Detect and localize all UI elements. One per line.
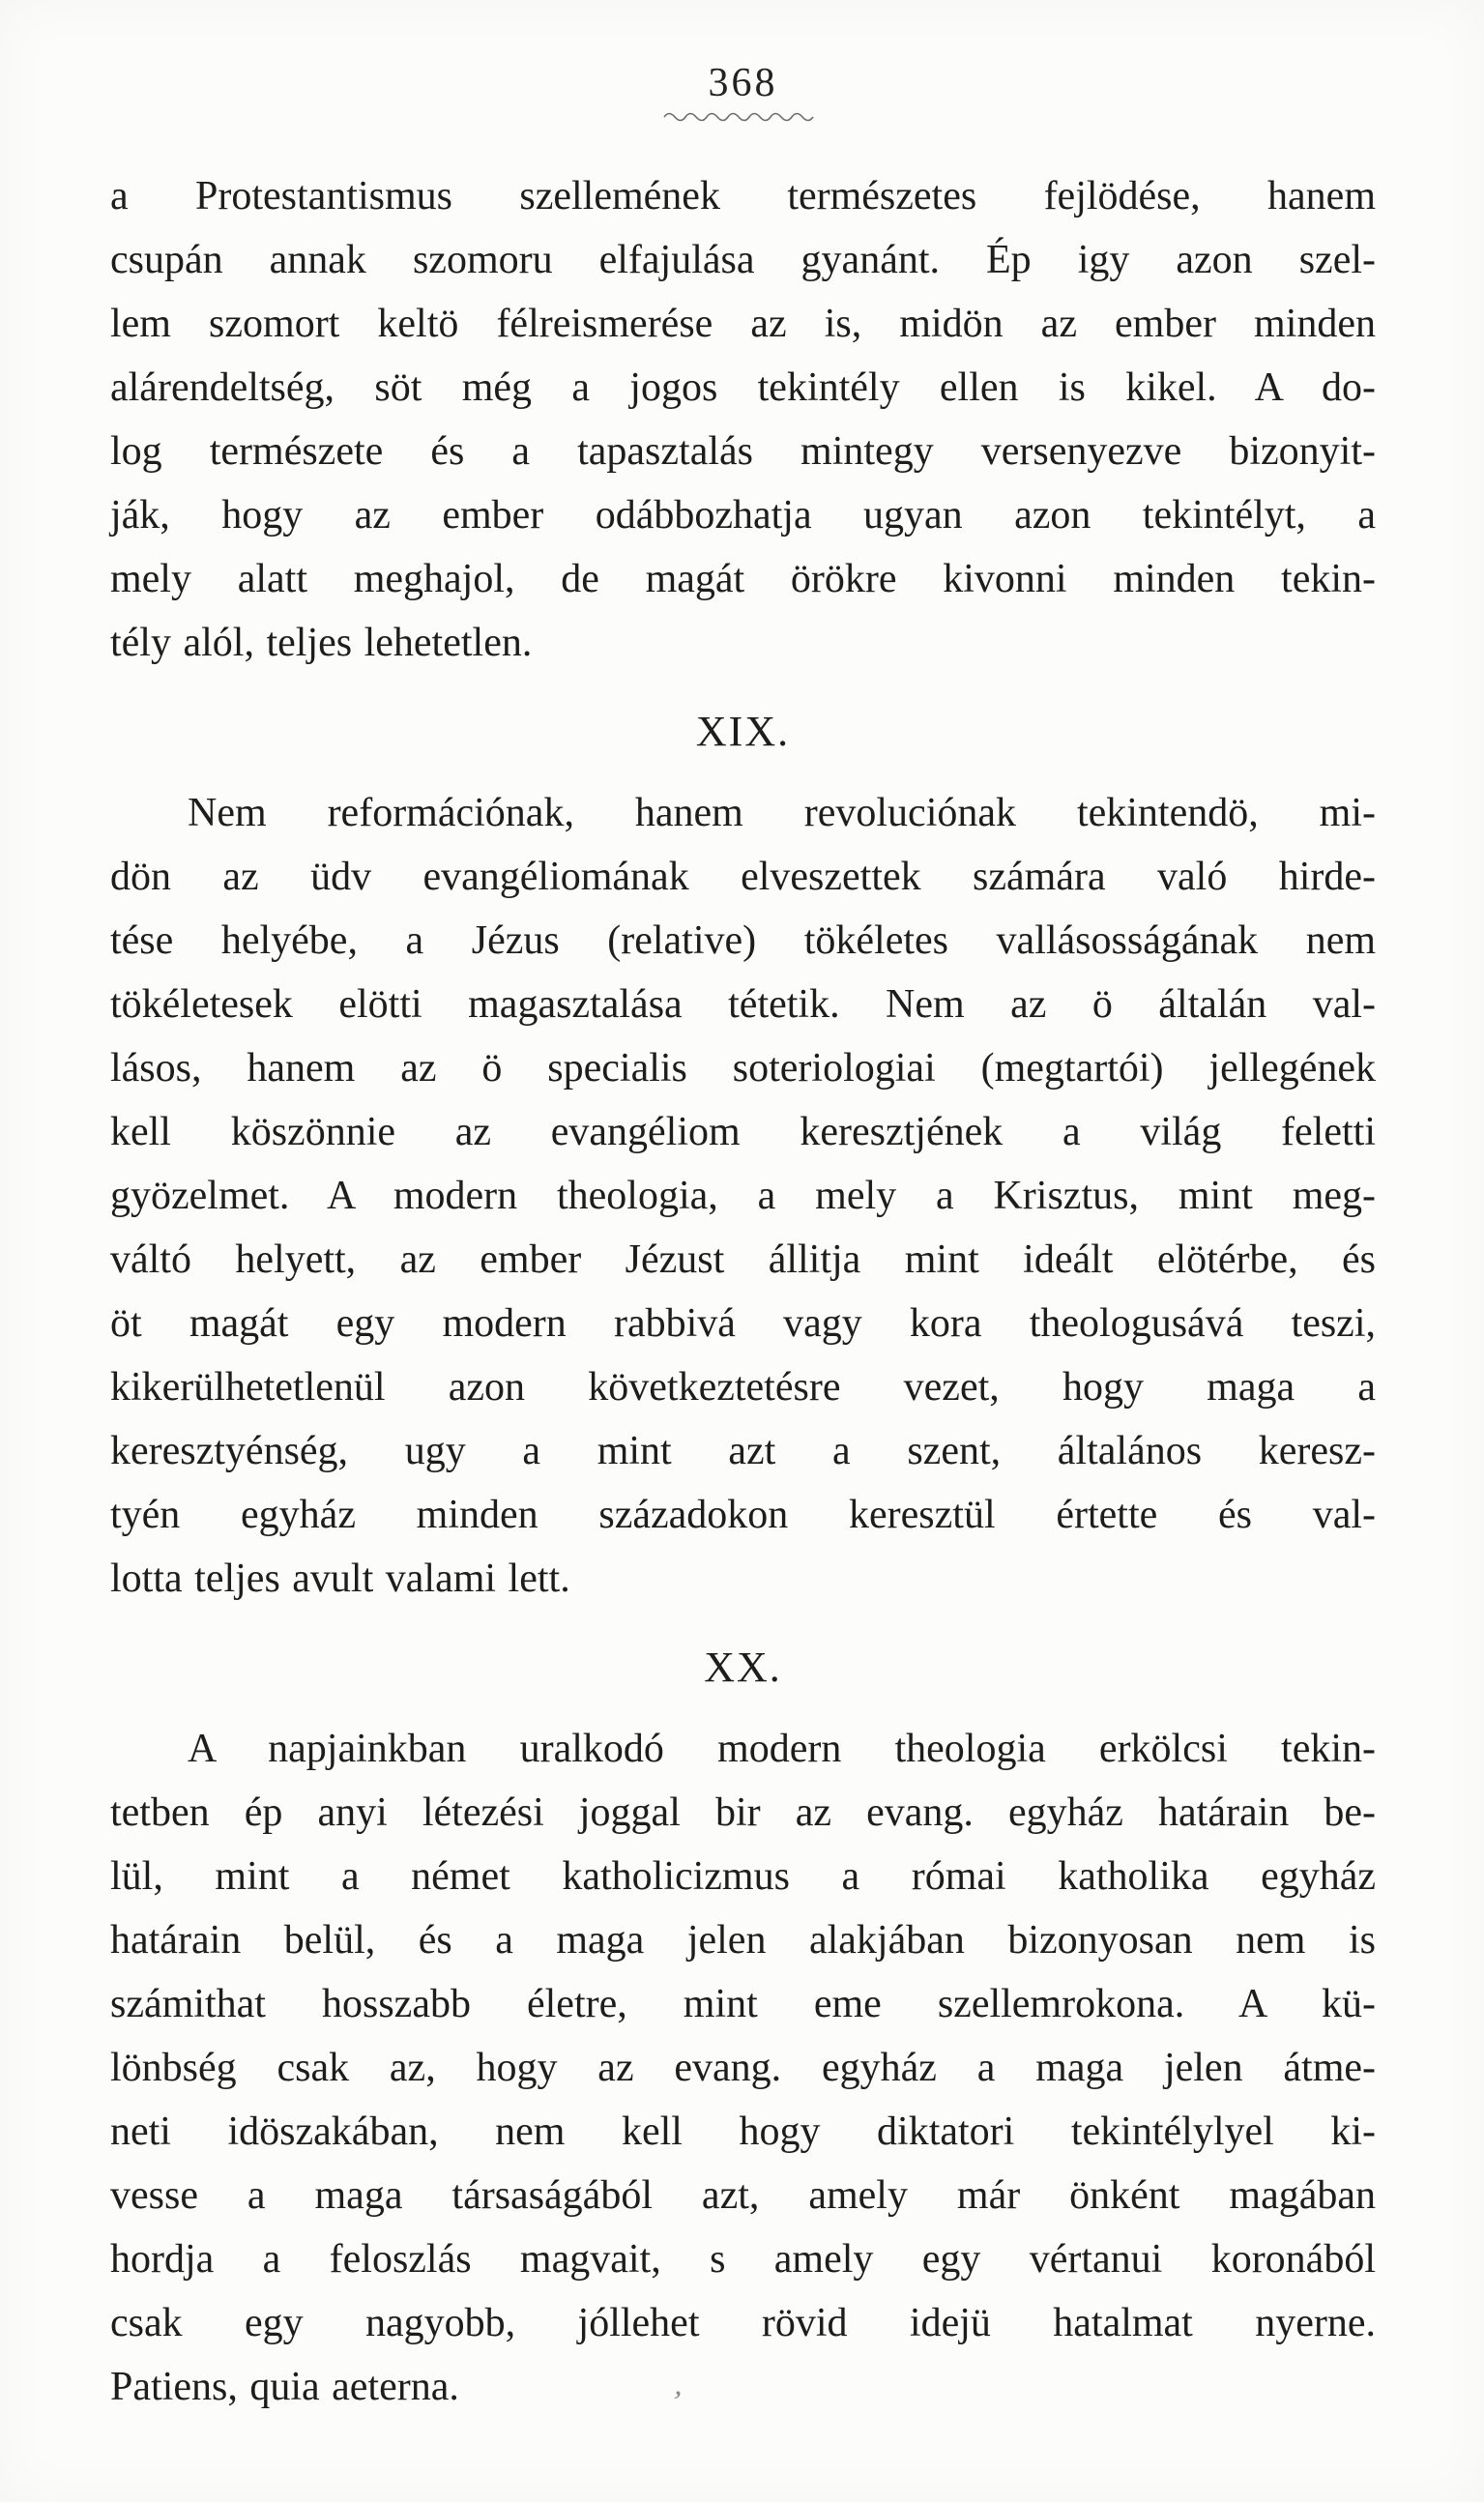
text-line: csupán annak szomoru elfajulása gyanánt. Ép igy azon szel- — [110, 238, 1376, 282]
text-line: tély alól, teljes lehetetlen. — [110, 621, 533, 665]
text-line: vesse a maga társaságából azt, amely már önként magában — [110, 2173, 1376, 2218]
text-line: a Protestantismus szellemének természetes fejlödése, hanem — [110, 174, 1376, 218]
text-line: tyén egyház minden századokon keresztül értette és val- — [110, 1493, 1376, 1537]
paragraph — [110, 164, 1376, 675]
text-line: neti idöszakában, nem kell hogy diktatori tekintélylyel ki- — [110, 2109, 1376, 2154]
text-line: mely alatt meghajol, de magát örökre kivonni minden tekin- — [110, 557, 1376, 601]
text-body — [110, 164, 1376, 2419]
text-line: gyözelmet. A modern theologia, a mely a Krisztus, mint meg- — [110, 1174, 1376, 1218]
text-line: dön az üdv evangéliomának elveszettek számára való hirde- — [110, 855, 1376, 899]
text-line: kell köszönnie az evangéliom keresztjének a világ feletti — [110, 1110, 1376, 1154]
text-line: öt magát egy modern rabbivá vagy kora theologusává teszi, — [110, 1301, 1376, 1346]
text-line: csak egy nagyobb, jóllehet rövid idejü hatalmat nyerne. — [110, 2301, 1376, 2345]
page-number: 368 — [708, 61, 778, 105]
section-heading: XIX. — [695, 708, 791, 755]
paragraph — [110, 781, 1376, 1611]
scan-artifact-mark: ‚ — [671, 2366, 689, 2402]
text-line: váltó helyett, az ember Jézust állitja mint ideált elötérbe, és — [110, 1237, 1376, 1282]
text-line: ják, hogy az ember odábbozhatja ugyan azon tekintélyt, a — [110, 493, 1376, 538]
text-line: hordja a feloszlás magvait, s amely egy vértanui koronából — [110, 2237, 1376, 2282]
section-heading: XX. — [704, 1644, 782, 1691]
text-line: határain belül, és a maga jelen alakjában bizonyosan nem is — [110, 1918, 1376, 1963]
text-line: Patiens, quia aeterna. — [110, 2365, 459, 2409]
page-number-flourish-wrap — [110, 108, 1376, 128]
text-line: számithat hosszabb életre, mint eme szellemrokona. A kü- — [110, 1982, 1376, 2026]
text-line: A napjainkban uralkodó modern theologia erkölcsi tekin- — [188, 1727, 1376, 1771]
text-line: lönbség csak az, hogy az evang. egyház a maga jelen átme- — [110, 2046, 1376, 2090]
text-line: lásos, hanem az ö specialis soteriologiai (megtartói) jellegének — [110, 1046, 1376, 1091]
paragraph — [110, 1717, 1376, 2419]
text-line: log természete és a tapasztalás mintegy versenyezve bizonyit- — [110, 429, 1376, 474]
text-line: keresztyénség, ugy a mint azt a szent, általános keresz- — [110, 1429, 1376, 1473]
wavy-underline-icon — [661, 108, 826, 124]
text-line: tetben ép anyi létezési joggal bir az evang. egyház határain be- — [110, 1790, 1376, 1835]
text-line: alárendeltség, söt még a jogos tekintély ellen is kikel. A do- — [110, 365, 1376, 410]
text-line: tése helyébe, a Jézus (relative) tökéletes vallásosságának nem — [110, 918, 1376, 963]
text-line: lotta teljes avult valami lett. — [110, 1556, 570, 1601]
text-line: lül, mint a német katholicizmus a római katholika egyház — [110, 1854, 1376, 1899]
text-line: lem szomort keltö félreismerése az is, midön az ember minden — [110, 302, 1376, 346]
text-line: tökéletesek elötti magasztalása tétetik. Nem az ö általán val- — [110, 982, 1376, 1027]
text-line: kikerülhetetlenül azon következtetésre vezet, hogy maga a — [110, 1365, 1376, 1410]
text-line: Nem reformációnak, hanem revoluciónak tekintendö, mi- — [188, 791, 1376, 835]
